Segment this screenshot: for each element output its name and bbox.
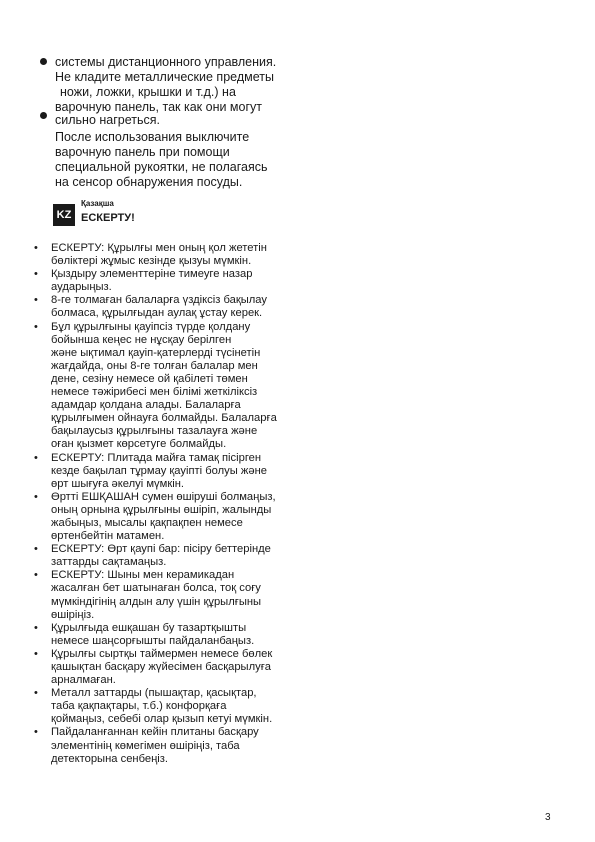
bullet-icon: • xyxy=(34,294,38,307)
list-item-line: немесе шаңсорғышты пайдаланбаңыз. xyxy=(51,634,255,647)
page-number: 3 xyxy=(545,812,551,823)
list-item-line: ЕСКЕРТУ: Өрт қаупі бар: пісіру беттерінде xyxy=(51,543,271,556)
list-item-line: Құрылғыда ешқашан бу тазартқышты xyxy=(51,621,247,634)
list-item-line: өшіріңіз. xyxy=(51,608,95,621)
bullet-icon: • xyxy=(34,320,38,333)
bullet-icon: • xyxy=(34,569,38,582)
list-item-line: бөліктері жұмыс кезінде қызуы мүмкін. xyxy=(51,255,252,268)
list-item-line: Құрылғы сыртқы таймермен немесе бөлек xyxy=(51,647,273,660)
list-item-line: аударыңыз. xyxy=(51,281,112,294)
list-item-line: құрылғымен ойнауға болмайды. Балаларға xyxy=(51,412,277,425)
list-item-line: Қыздыру элементтеріне тимеуге назар xyxy=(51,268,253,281)
bullet-icon: • xyxy=(34,726,38,739)
list-item xyxy=(34,268,324,294)
list-item-line: дене, сезіну немесе ой қабілеті төмен xyxy=(51,372,248,385)
ru-text-line: системы дистанционного управления. xyxy=(55,55,277,69)
list-item-line: өрт шығуға әкелуі мүмкін. xyxy=(51,477,184,490)
list-item-line: бойынша кеңес не нұсқау берілген xyxy=(51,333,232,346)
list-item-line: оның орнына құрылғыны өшіріп, жалынды xyxy=(51,503,272,516)
ru-text-line: Не кладите металлические предметы xyxy=(55,70,274,84)
list-item-line: заттарды сақтамаңыз. xyxy=(51,556,167,569)
bullet-icon: • xyxy=(34,543,38,556)
list-item xyxy=(34,543,324,569)
list-item-line: қашықтан басқару жүйесімен басқарылуға xyxy=(51,661,272,673)
list-item-line: Өртті ЕШҚАШАН сумен өшіруші болмаңыз, xyxy=(51,490,276,503)
list-item xyxy=(34,242,324,268)
list-item xyxy=(34,687,324,726)
ru-text-line: ножи, ложки, крышки и т.д.) на xyxy=(60,85,236,99)
list-item-line: Металл заттарды (пышақтар, қасықтар, xyxy=(51,687,257,700)
bullet-icon xyxy=(40,112,47,119)
list-item-line: мүмкіндігінің алдын алу үшін құрылғыны xyxy=(51,595,262,608)
list-item-line: ЕСКЕРТУ: Құрылғы мен оның қол жететін xyxy=(51,242,267,254)
language-label: Қазақша xyxy=(81,199,114,208)
list-item xyxy=(34,648,324,687)
list-item-line: болмаса, құрылғыдан аулақ ұстау керек. xyxy=(51,307,263,320)
warning-list xyxy=(34,242,324,766)
ru-text-line: специальной рукоятки, не полагаясь xyxy=(55,160,268,174)
bullet-icon: • xyxy=(34,687,38,700)
bullet-icon: • xyxy=(34,268,38,281)
language-badge: KZ xyxy=(53,204,75,226)
list-item-line: жабыңыз, мысалы қақпақпен немесе xyxy=(51,516,243,529)
list-item xyxy=(34,294,324,320)
list-item xyxy=(34,321,324,452)
list-item-line: Бұл құрылғыны қауіпсіз түрде қолдану xyxy=(51,320,251,333)
bullet-icon: • xyxy=(34,621,38,634)
list-item-line: және ықтимал қауіп-қатерлерді түсінетін xyxy=(51,346,261,359)
bullet-icon: • xyxy=(34,242,38,254)
list-item-line: кезде бақылап тұрмау қауіпті болуы және xyxy=(51,464,267,477)
list-item-line: жасалған бет шатынаған болса, тоқ соғу xyxy=(51,582,261,595)
ru-text-line: варочную панель, так как они могут xyxy=(55,100,263,114)
list-item-line: арналмаған. xyxy=(51,674,116,687)
list-item xyxy=(34,452,324,491)
bullet-icon: • xyxy=(34,451,38,464)
ru-text-line: сильно нагреться. xyxy=(55,113,160,127)
list-item-line: таба қақпақтары, т.б.) конфорқаға xyxy=(51,700,227,713)
list-item-line: қоймаңыз, себебі олар қызып кетуі мүмкін. xyxy=(51,713,273,726)
list-item-line: өртенбейтін матамен. xyxy=(51,530,165,543)
list-item xyxy=(34,726,324,765)
list-item-line: жағдайда, оны 8-ге толған балалар мен xyxy=(51,359,258,372)
bullet-icon xyxy=(40,58,47,65)
ru-text-line: После использования выключите xyxy=(55,130,250,144)
list-item-line: элементінің көмегімен өшіріңіз, таба xyxy=(51,739,240,752)
list-item xyxy=(34,491,324,543)
list-item-line: Пайдаланғаннан кейін плитаны басқару xyxy=(51,726,259,739)
list-item-line: бақылаусыз құрылғыны тазалауға және xyxy=(51,425,258,438)
ru-text-line: на сенсор обнаружения посуды. xyxy=(55,175,243,189)
ru-text-line: варочную панель при помощи xyxy=(55,145,230,159)
list-item xyxy=(34,569,324,621)
list-item-line: адамдар қолдана алады. Балаларға xyxy=(51,399,241,412)
list-item xyxy=(34,622,324,648)
bullet-icon: • xyxy=(34,490,38,503)
list-item-line: ЕСКЕРТУ: Плитада майға тамақ пісірген xyxy=(51,451,262,464)
list-item-line: 8-ге толмаған балаларға үздіксіз бақылау xyxy=(51,294,267,307)
bullet-icon: • xyxy=(34,647,38,660)
list-item-line: ЕСКЕРТУ: Шыны мен керамикадан xyxy=(51,569,235,582)
warning-heading: ЕСКЕРТУ! xyxy=(81,212,135,224)
list-item-line: детекторына сенбеңіз. xyxy=(51,752,169,765)
list-item-line: немесе тәжірибесі мен білімі жеткіліксіз xyxy=(51,386,258,399)
list-item-line: оған қызмет көрсетуге болмайды. xyxy=(51,438,227,451)
